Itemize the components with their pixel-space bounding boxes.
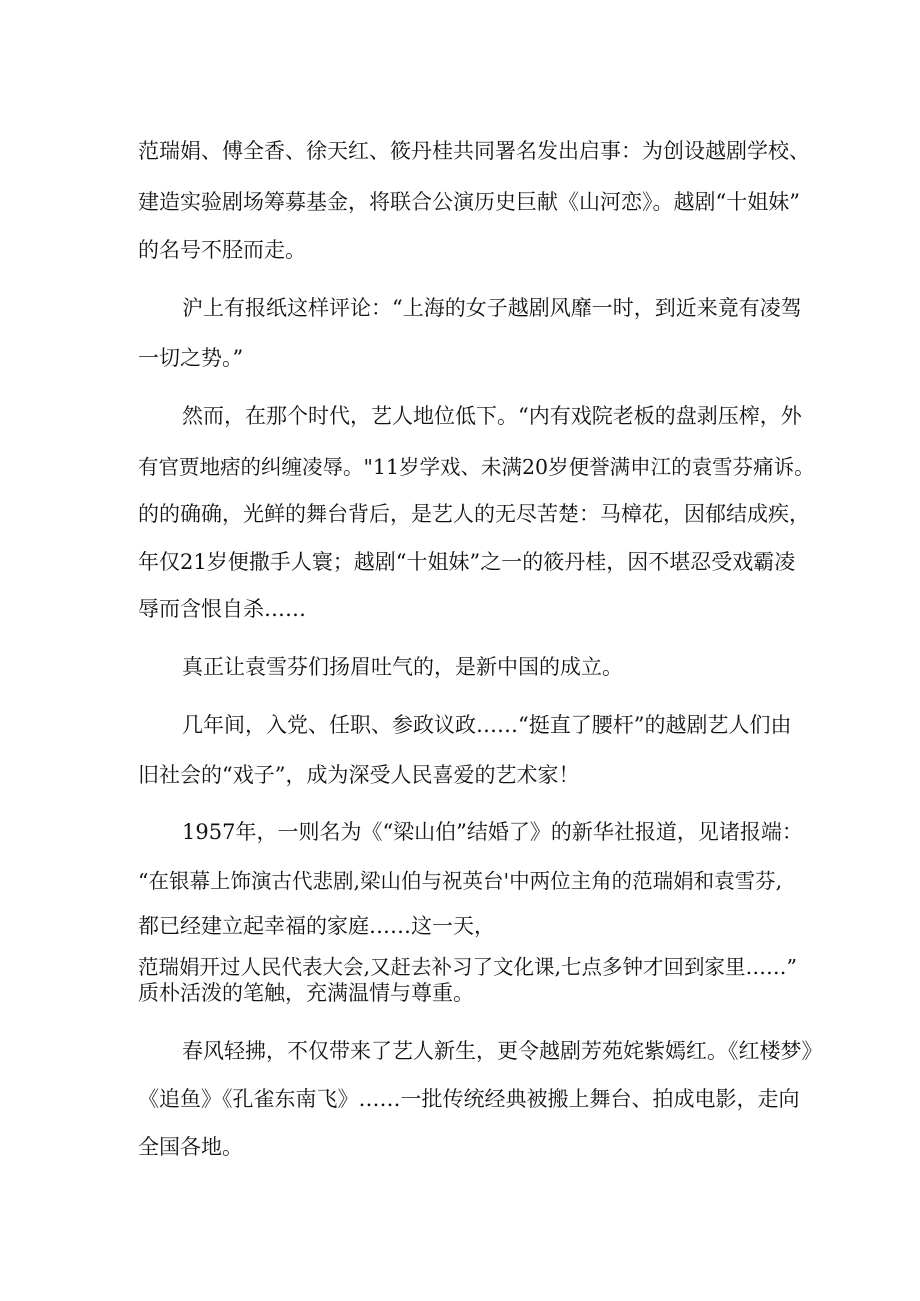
text-line: 有官贾地痞的纠缠凌辱。"11岁学戏、未满20岁便誉满申江的袁雪芬痛诉。: [138, 455, 815, 479]
text-line: 年仅21岁便撒手人寰；越剧“十姐妹”之一的筱丹桂，因不堪忍受戏霸凌: [138, 550, 796, 574]
text-line: 几年间，入党、任职、参政议政……“挺直了腰杆”的越剧艺人们由: [182, 713, 792, 737]
text-line: 辱而含恨自杀……: [138, 597, 306, 621]
text-line: 旧社会的“戏子”，成为深受人民喜爱的艺术家！: [138, 763, 580, 787]
text-line: 的的确确，光鲜的舞台背后，是艺人的无尽苦楚：马樟花，因郁结成疾，: [138, 502, 810, 526]
text-line: 一切之势。”: [138, 346, 244, 370]
text-line: 的名号不胫而走。: [138, 238, 306, 262]
text-line: 然而，在那个时代，艺人地位低下。“内有戏院老板的盘剥压榨，外: [182, 404, 802, 428]
text-line: 都已经建立起幸福的家庭……这一天，: [138, 914, 495, 938]
text-line: 质朴活泼的笔触，充满温情与尊重。: [138, 981, 474, 1005]
text-line: 《追鱼》《孔雀东南飞》……一批传统经典被搬上舞台、拍成电影，走向: [138, 1087, 800, 1111]
text-line: 真正让袁雪芬们扬眉吐气的，是新中国的成立。: [182, 655, 623, 679]
text-line: 建造实验剧场筹募基金，将联合公演历史巨献《山河恋》。越剧“十姐妹”: [138, 190, 800, 214]
text-line: “在银幕上饰演古代悲剧,梁山伯与祝英台'中两位主角的范瑞娟和袁雪芬,: [138, 869, 783, 893]
text-line: 春风轻拂，不仅带来了艺人新生，更令越剧芳苑姹紫嫣红。《红楼梦》: [182, 1039, 823, 1063]
text-line: 1957年，一则名为《“梁山伯”结婚了》的新华社报道，见诸报端：: [182, 820, 803, 844]
text-line: 范瑞娟、傅全香、徐天红、筱丹桂共同署名发出启事：为创设越剧学校、: [138, 139, 810, 163]
text-line: 范瑞娟开过人民代表大会,又赶去补习了文化课,七点多钟才回到家里……”: [138, 955, 798, 979]
text-line: 全国各地。: [138, 1135, 243, 1159]
text-line: 沪上有报纸这样评论：“上海的女子越剧风靡一时，到近来竟有凌驾: [182, 296, 802, 320]
